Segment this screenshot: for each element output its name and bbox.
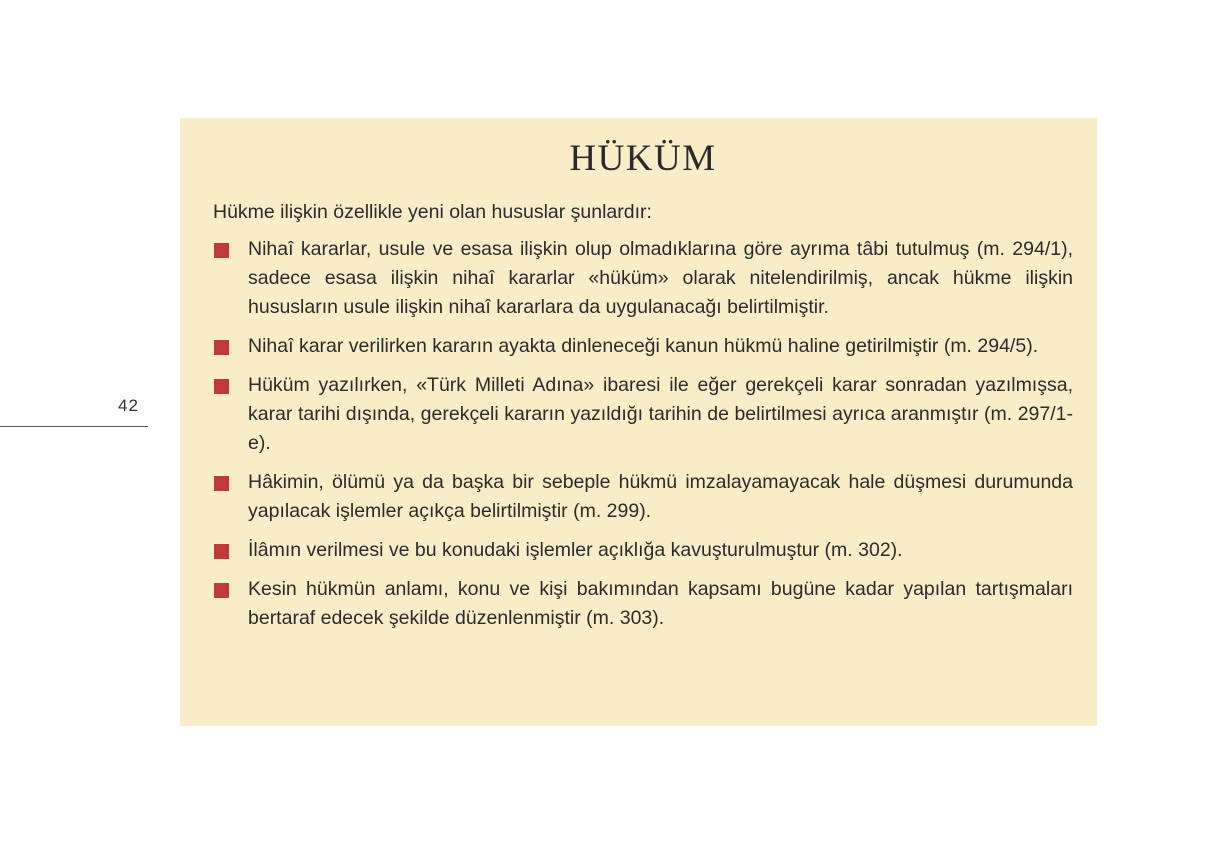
list-item-text: Nihaî karar verilirken kararın ayakta dinleneceği kanun hükmü haline getirilmiştir (m. 294/5).	[248, 335, 1039, 357]
list-item	[213, 575, 1073, 633]
list-item-text: Nihaî kararlar, usule ve esasa ilişkin olup olmadıklarına göre ayrıma tâbi tutulmuş (m. 294/1), sadece esasa ilişkin nihaî kararlar «hüküm» olarak nitelendirilmiş, ancak hükme ilişkin hususların usule ilişkin nihaî kararlara da uygulanacağı belirtilmiştir.	[248, 238, 1073, 318]
list-item-text: İlâmın verilmesi ve bu konudaki işlemler açıklığa kavuşturulmuştur (m. 302).	[248, 539, 903, 561]
square-bullet-icon	[214, 340, 229, 355]
bullet-list	[213, 235, 1073, 633]
summary-box	[180, 118, 1097, 726]
list-item-text: Kesin hükmün anlamı, konu ve kişi bakımından kapsamı bugüne kadar yapılan tartışmaları bertaraf edecek şekilde düzenlenmiştir (m. 303).	[248, 578, 1073, 629]
list-item-text: Hâkimin, ölümü ya da başka bir sebeple hükmü imzalayamayacak hale düşmesi durumunda yapılacak işlemler açıkça belirtilmiştir (m. 299).	[248, 471, 1073, 522]
list-item-text: Hüküm yazılırken, «Türk Milleti Adına» ibaresi ile eğer gerekçeli karar sonradan yazılmışsa, karar tarihi dışında, gerekçeli kararın yazıldığı tarihin de belirtilmesi ayrıca aranmıştır (m. 297/1-e).	[248, 374, 1073, 454]
square-bullet-icon	[214, 476, 229, 491]
square-bullet-icon	[214, 544, 229, 559]
page-number: 42	[118, 396, 139, 415]
square-bullet-icon	[214, 379, 229, 394]
list-item	[213, 235, 1073, 322]
list-item	[213, 536, 1073, 565]
box-title: HÜKÜM	[569, 138, 717, 179]
page-number-rule	[0, 426, 148, 427]
square-bullet-icon	[214, 583, 229, 598]
list-item	[213, 332, 1073, 361]
list-item	[213, 468, 1073, 526]
square-bullet-icon	[214, 243, 229, 258]
box-intro: Hükme ilişkin özellikle yeni olan hususlar şunlardır:	[213, 201, 652, 223]
list-item	[213, 371, 1073, 458]
